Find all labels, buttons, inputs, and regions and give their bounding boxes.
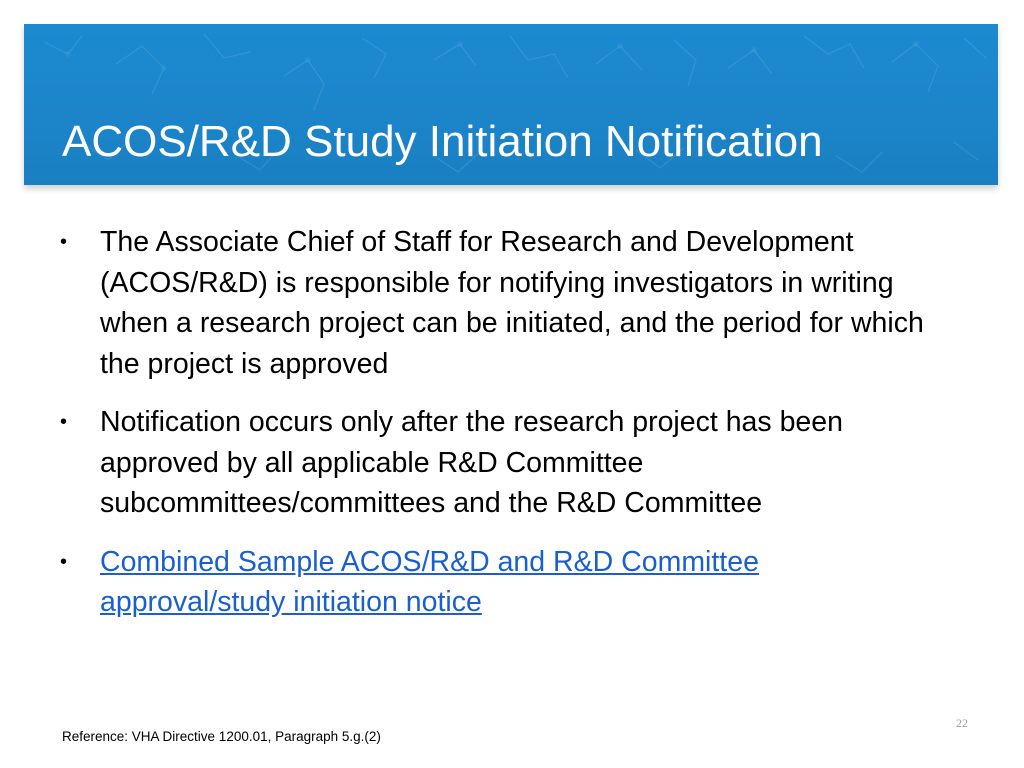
bullet-icon: • [60,231,68,253]
sample-notice-link[interactable]: Combined Sample ACOS/R&D and R&D Committee approval/study initiation notice [100,545,759,618]
bullet-icon: • [60,550,68,573]
reference-footnote: Reference: VHA Directive 1200.01, Paragraph 5.g.(2) [62,729,381,744]
bullet-icon: • [60,411,68,433]
bullet-item [58,542,938,623]
page-number: 22 [956,716,968,730]
bullet-list [58,222,938,641]
bullet-item [58,222,938,384]
bullet-text: Notification occurs only after the research project has been approved by all applicable R&D Committee subcommittees/committees and the R&D Committee [100,406,843,519]
title-banner [24,24,998,185]
bullet-text: The Associate Chief of Staff for Research and Development (ACOS/R&D) is responsible for notifying investigators in writing when a research project can be initiated, and the period for which the project is approved [100,226,924,380]
bullet-item [58,402,938,524]
slide-title: ACOS/R&D Study Initiation Notification [62,117,823,166]
